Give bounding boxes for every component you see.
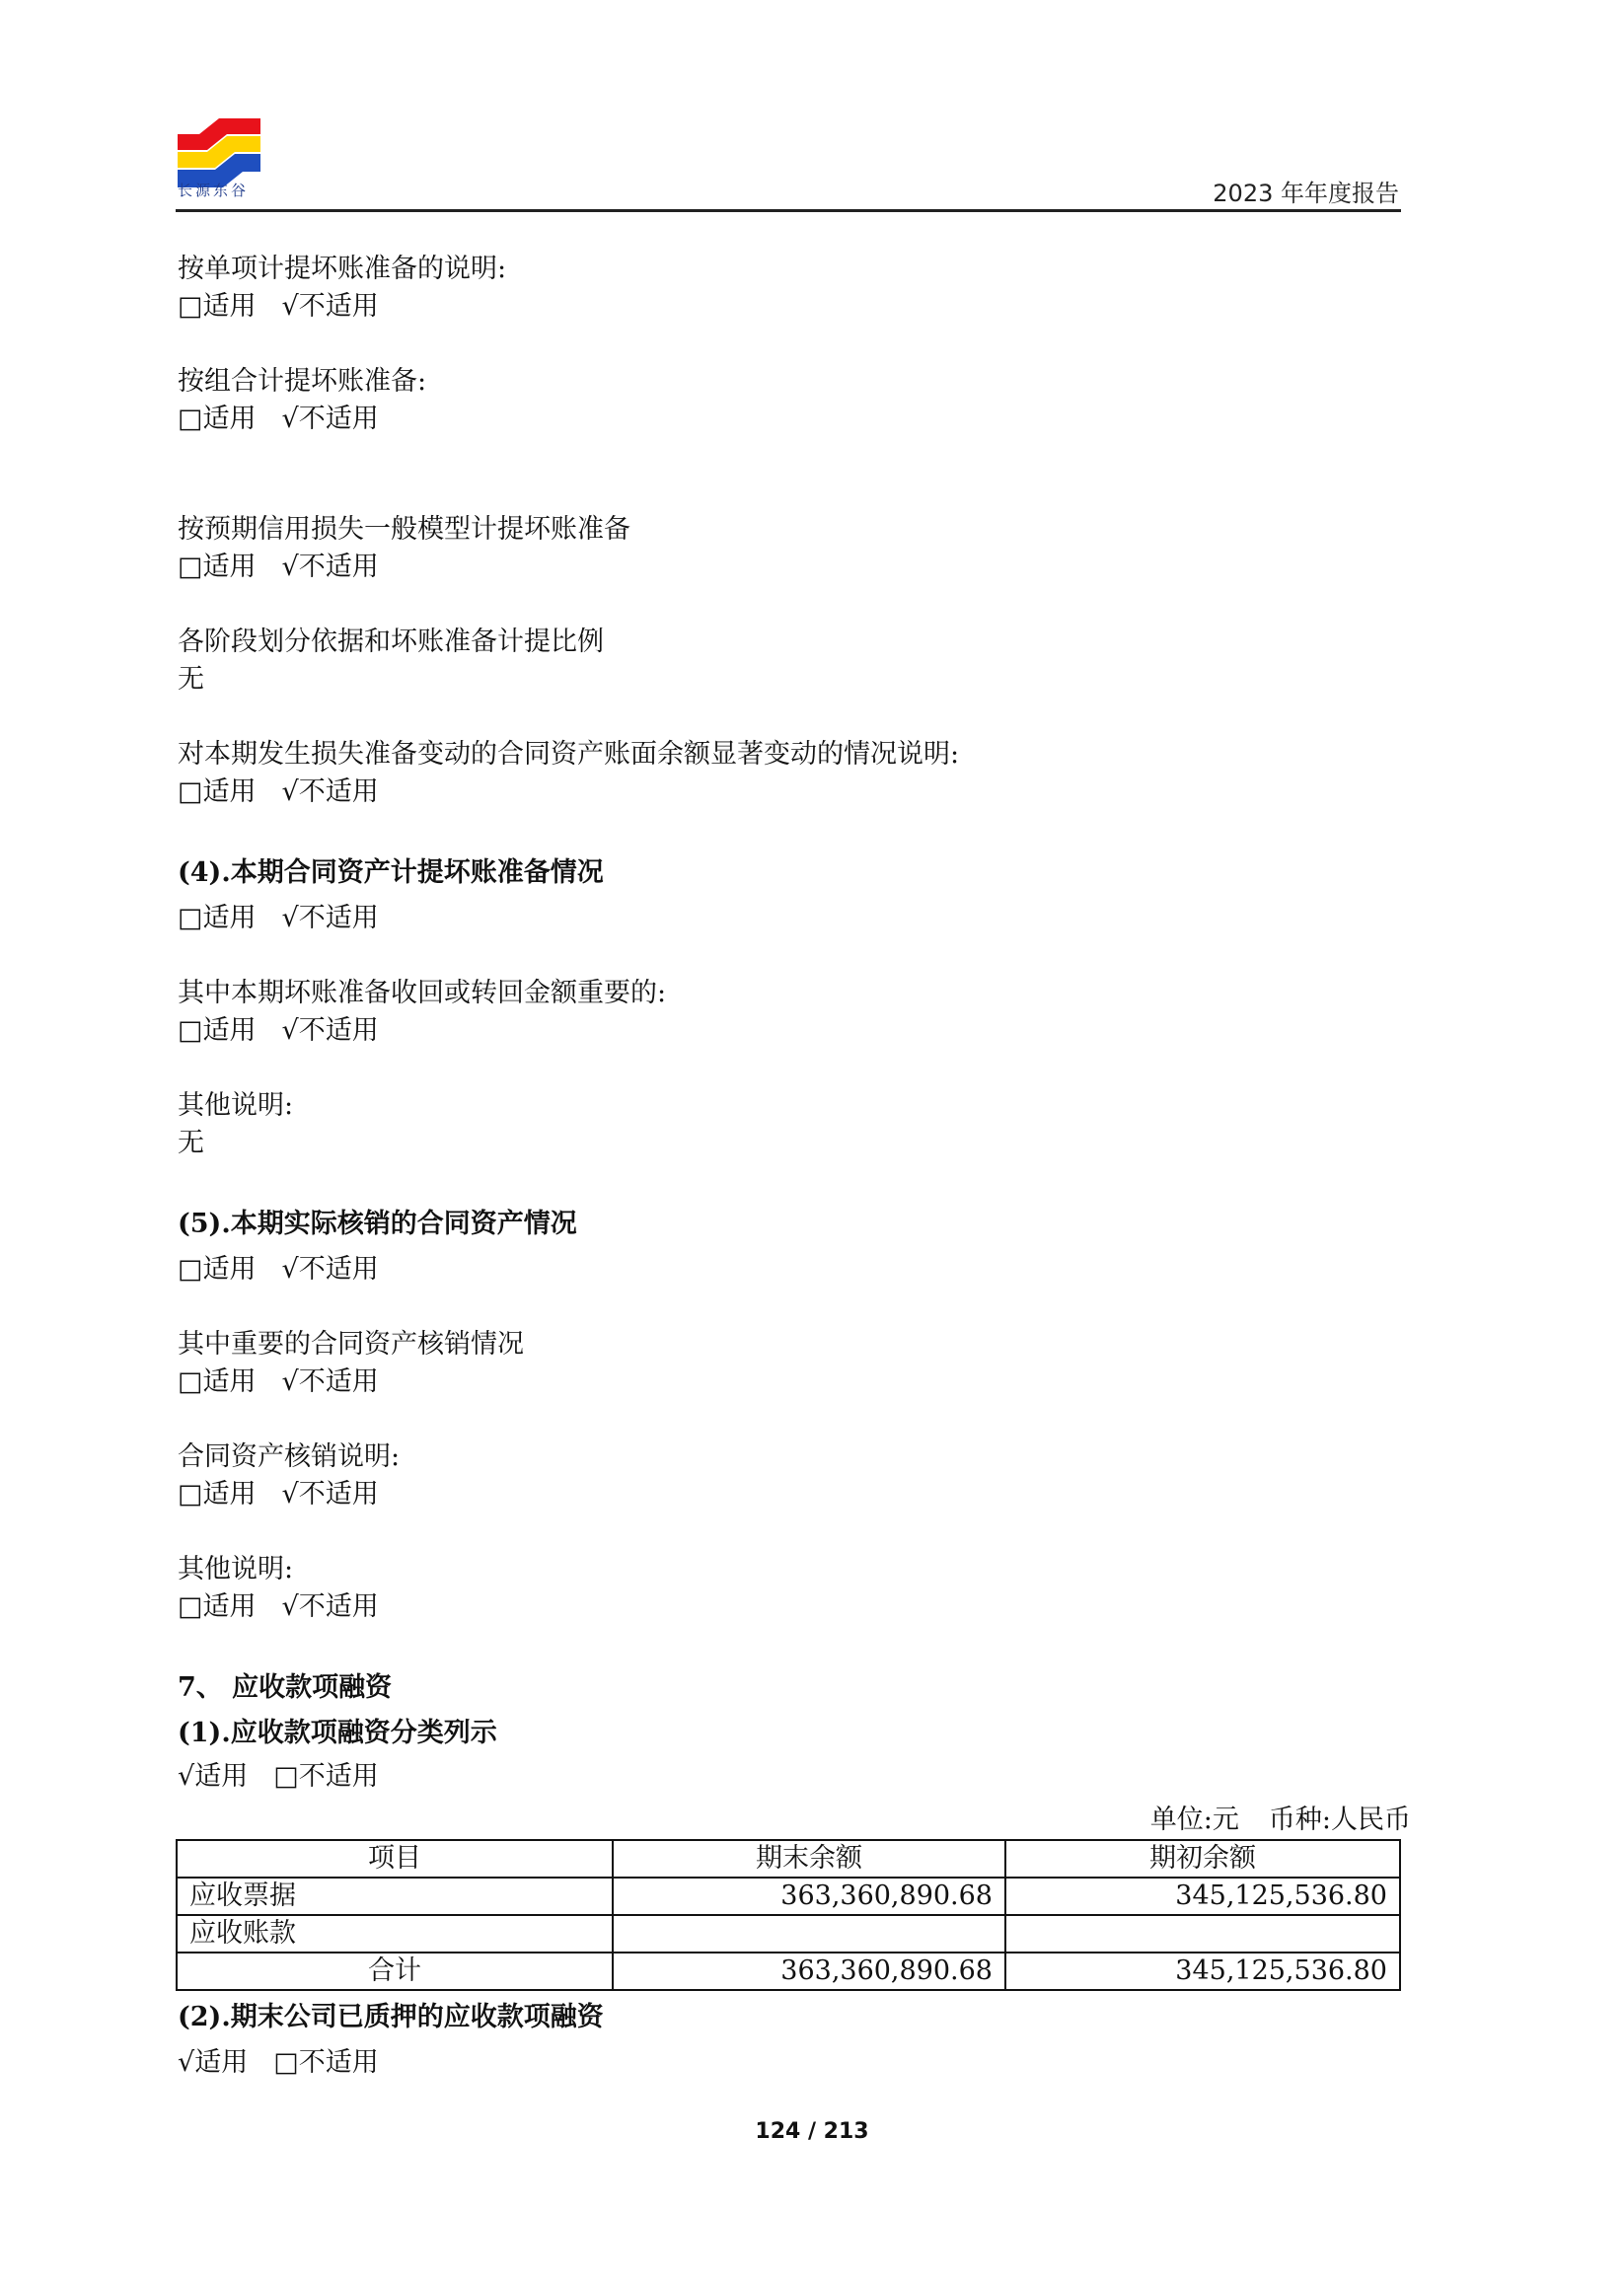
applicable-option[interactable]: √适用 — [178, 2047, 249, 2078]
other-notes-2-options — [178, 1590, 379, 1624]
applicable-option[interactable]: □适用 — [178, 903, 257, 933]
table-cell: 345,125,536.80 — [1005, 1953, 1400, 1990]
applicable-option[interactable]: √适用 — [178, 1761, 249, 1792]
stage-basis-text: 无 — [178, 664, 204, 695]
section-7-1-options — [178, 1760, 379, 1794]
table-cell — [613, 1915, 1005, 1953]
loss-provision-change-title: 对本期发生损失准备变动的合同资产账面余额显著变动的情况说明: — [178, 739, 960, 770]
important-writeoff-title: 其中重要的合同资产核销情况 — [178, 1329, 524, 1360]
group-provision-title: 按组合计提坏账准备: — [178, 366, 427, 397]
important-writeoff-options — [178, 1365, 379, 1399]
writeoff-notes-options — [178, 1478, 379, 1511]
not-applicable-option[interactable]: √不适用 — [281, 776, 379, 807]
section-heading-4: (4).本期合同资产计提坏账准备情况 — [178, 857, 604, 888]
page-number: 124 / 213 — [755, 2119, 869, 2144]
receivables-financing-table — [176, 1839, 1401, 1991]
logo-text: 长源东谷 — [178, 182, 250, 199]
applicable-option[interactable]: □适用 — [178, 1479, 257, 1510]
recovery-title: 其中本期坏账准备收回或转回金额重要的: — [178, 978, 667, 1008]
section-4-options — [178, 902, 379, 935]
applicable-option[interactable]: □适用 — [178, 404, 257, 434]
ecl-model-options — [178, 551, 379, 584]
writeoff-notes-title: 合同资产核销说明: — [178, 1441, 401, 1472]
other-notes-text: 无 — [178, 1128, 204, 1158]
ecl-model-title: 按预期信用损失一般模型计提坏账准备 — [178, 514, 630, 545]
applicable-option[interactable]: □适用 — [178, 776, 257, 807]
not-applicable-option[interactable]: √不适用 — [281, 291, 379, 322]
not-applicable-option[interactable]: √不适用 — [281, 1015, 379, 1046]
currency-label: 币种:人民币 — [1268, 1805, 1411, 1835]
not-applicable-option[interactable]: □不适用 — [273, 1761, 379, 1792]
applicable-option[interactable]: □适用 — [178, 552, 257, 582]
other-notes-title-2: 其他说明: — [178, 1554, 294, 1585]
not-applicable-option[interactable]: √不适用 — [281, 1591, 379, 1622]
table-header: 项目 — [177, 1840, 613, 1878]
report-title: 2023 年年度报告 — [1213, 180, 1399, 207]
table-cell: 合计 — [177, 1953, 613, 1990]
section-5-options — [178, 1253, 379, 1287]
table-row — [177, 1915, 1400, 1953]
section-7-2-options — [178, 2046, 379, 2080]
table-cell — [1005, 1915, 1400, 1953]
not-applicable-option[interactable]: □不适用 — [273, 2047, 379, 2078]
not-applicable-option[interactable]: √不适用 — [281, 1366, 379, 1397]
table-cell: 应收账款 — [177, 1915, 613, 1953]
single-item-provision-options — [178, 290, 379, 324]
table-cell: 应收票据 — [177, 1878, 613, 1915]
table-header: 期末余额 — [613, 1840, 1005, 1878]
header-divider — [176, 209, 1401, 212]
table-header-row — [177, 1840, 1400, 1878]
table-row — [177, 1878, 1400, 1915]
unit-label: 单位:元 — [1149, 1805, 1239, 1835]
single-item-provision-title: 按单项计提坏账准备的说明: — [178, 254, 507, 284]
section-heading-5: (5).本期实际核销的合同资产情况 — [178, 1209, 577, 1239]
stage-basis-title: 各阶段划分依据和坏账准备计提比例 — [178, 627, 604, 657]
other-notes-title: 其他说明: — [178, 1090, 294, 1121]
table-cell: 345,125,536.80 — [1005, 1878, 1400, 1915]
loss-provision-change-options — [178, 775, 379, 809]
not-applicable-option[interactable]: √不适用 — [281, 404, 379, 434]
applicable-option[interactable]: □适用 — [178, 1366, 257, 1397]
group-provision-options — [178, 403, 379, 436]
not-applicable-option[interactable]: √不适用 — [281, 1479, 379, 1510]
not-applicable-option[interactable]: √不适用 — [281, 1254, 379, 1285]
table-cell: 363,360,890.68 — [613, 1953, 1005, 1990]
table-cell: 363,360,890.68 — [613, 1878, 1005, 1915]
applicable-option[interactable]: □适用 — [178, 1591, 257, 1622]
applicable-option[interactable]: □适用 — [178, 1254, 257, 1285]
table-total-row — [177, 1953, 1400, 1990]
recovery-options — [178, 1014, 379, 1048]
applicable-option[interactable]: □适用 — [178, 291, 257, 322]
unit-currency-label — [1150, 1804, 1411, 1837]
table-header: 期初余额 — [1005, 1840, 1400, 1878]
section-heading-7: 7、 应收款项融资 — [178, 1672, 393, 1703]
applicable-option[interactable]: □适用 — [178, 1015, 257, 1046]
section-heading-7-2: (2).期末公司已质押的应收款项融资 — [178, 2002, 604, 2032]
section-heading-7-1: (1).应收款项融资分类列示 — [178, 1718, 497, 1748]
not-applicable-option[interactable]: √不适用 — [281, 552, 379, 582]
not-applicable-option[interactable]: √不适用 — [281, 903, 379, 933]
